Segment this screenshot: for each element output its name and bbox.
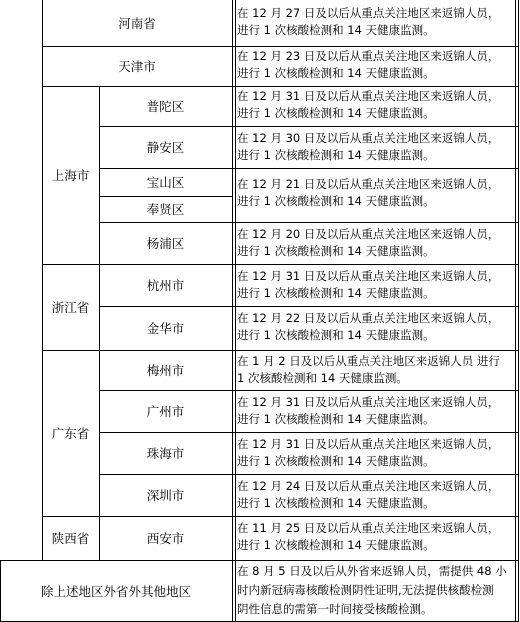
district-cell: 珠海市	[146, 446, 185, 461]
region-cell: 河南省	[118, 16, 156, 31]
grid-line	[515, 0, 516, 622]
grid-line	[42, 264, 519, 265]
policy-text: 在 12 月 23 日及以后从重点关注地区来返锦人员， 进行 1 次核酸检测和 14 天健康监测。	[237, 49, 500, 80]
district-cell: 奉贤区	[146, 202, 185, 217]
policy-text: 在 12 月 31 日及以后从重点关注地区来返锦人员， 进行 1 次核酸检测和 14 天健康监测。	[237, 395, 500, 426]
district-cell: 深圳市	[146, 488, 185, 503]
district-cell: 西安市	[146, 531, 185, 546]
policy-text: 在 12 月 31 日及以后从重点关注地区来返锦人员， 进行 1 次核酸检测和 14 天健康监测。	[237, 89, 500, 120]
grid-line	[99, 126, 519, 127]
grid-line	[99, 196, 232, 197]
policy-text: 在 1 月 2 日及以后从重点关注地区来返锦人员 进行 1 次核酸检测和 14 天健康监测。	[237, 354, 500, 385]
grid-line	[232, 0, 233, 622]
grid-line	[99, 86, 100, 560]
grid-line	[99, 474, 519, 475]
region-cell: 天津市	[118, 59, 156, 74]
grid-line	[42, 46, 519, 47]
grid-line	[99, 168, 519, 169]
grid-line	[42, 516, 519, 517]
district-cell: 梅州市	[146, 363, 185, 378]
district-cell: 静安区	[146, 140, 185, 155]
policy-text: 在 12 月 31 日及以后从重点关注地区来返锦人员， 进行 1 次核酸检测和 14 天健康监测。	[237, 437, 500, 468]
grid-line	[42, 0, 43, 560]
policy-text: 在 12 月 27 日及以后从重点关注地区来返锦人员， 进行 1 次核酸检测和 14 天健康监测。	[237, 6, 500, 37]
district-cell: 杭州市	[146, 278, 185, 293]
province-cell: 浙江省	[51, 300, 90, 315]
policy-text: 在 11 月 25 日及以后从重点关注地区来返锦人员， 进行 1 次核酸检测和 14 天健康监测。	[237, 521, 500, 552]
province-cell: 陕西省	[51, 531, 90, 546]
grid-line	[0, 560, 1, 622]
policy-text: 在 12 月 21 日及以后从重点关注地区来返锦人员， 进行 1 次核酸检测和 14 天健康监测。	[237, 177, 500, 208]
grid-line	[99, 390, 519, 391]
grid-line	[42, 86, 519, 87]
policy-text: 在 12 月 24 日及以后从重点关注地区来返锦人员， 进行 1 次核酸检测和 14 天健康监测。	[237, 479, 500, 510]
district-cell: 宝山区	[146, 175, 185, 190]
policy-text: 在 12 月 30 日及以后从重点关注地区来返锦人员， 进行 1 次核酸检测和 14 天健康监测。	[237, 131, 500, 162]
grid-line	[235, 0, 236, 622]
district-cell: 普陀区	[146, 99, 185, 114]
policy-text: 在 12 月 22 日及以后从重点关注地区来返锦人员， 进行 1 次核酸检测和 14 天健康监测。	[237, 311, 500, 342]
province-cell: 上海市	[51, 168, 90, 183]
policy-text: 在 12 月 31 日及以后从重点关注地区来返锦人员， 进行 1 次核酸检测和 14 天健康监测。	[237, 269, 500, 300]
district-cell: 金华市	[146, 321, 185, 336]
province-cell: 广东省	[51, 426, 90, 441]
district-cell: 杨浦区	[146, 236, 185, 251]
grid-line	[0, 560, 519, 561]
district-cell: 广州市	[146, 404, 185, 419]
grid-line	[99, 222, 519, 223]
grid-line	[518, 0, 519, 622]
region-cell: 除上述地区外省外其他地区	[40, 584, 191, 599]
policy-text: 在 8 月 5 日及以后从外省来返锦人员，需提供 48 小 时内新冠病毒核酸检测阴性证明,无法提供核酸检测 阴性信息的需第一时间接受核酸检测。	[237, 564, 507, 616]
grid-line	[42, 350, 519, 351]
policy-text: 在 12 月 20 日及以后从重点关注地区来返锦人员， 进行 1 次核酸检测和 14 天健康监测。	[237, 227, 500, 258]
grid-line	[99, 432, 519, 433]
grid-line	[99, 306, 519, 307]
